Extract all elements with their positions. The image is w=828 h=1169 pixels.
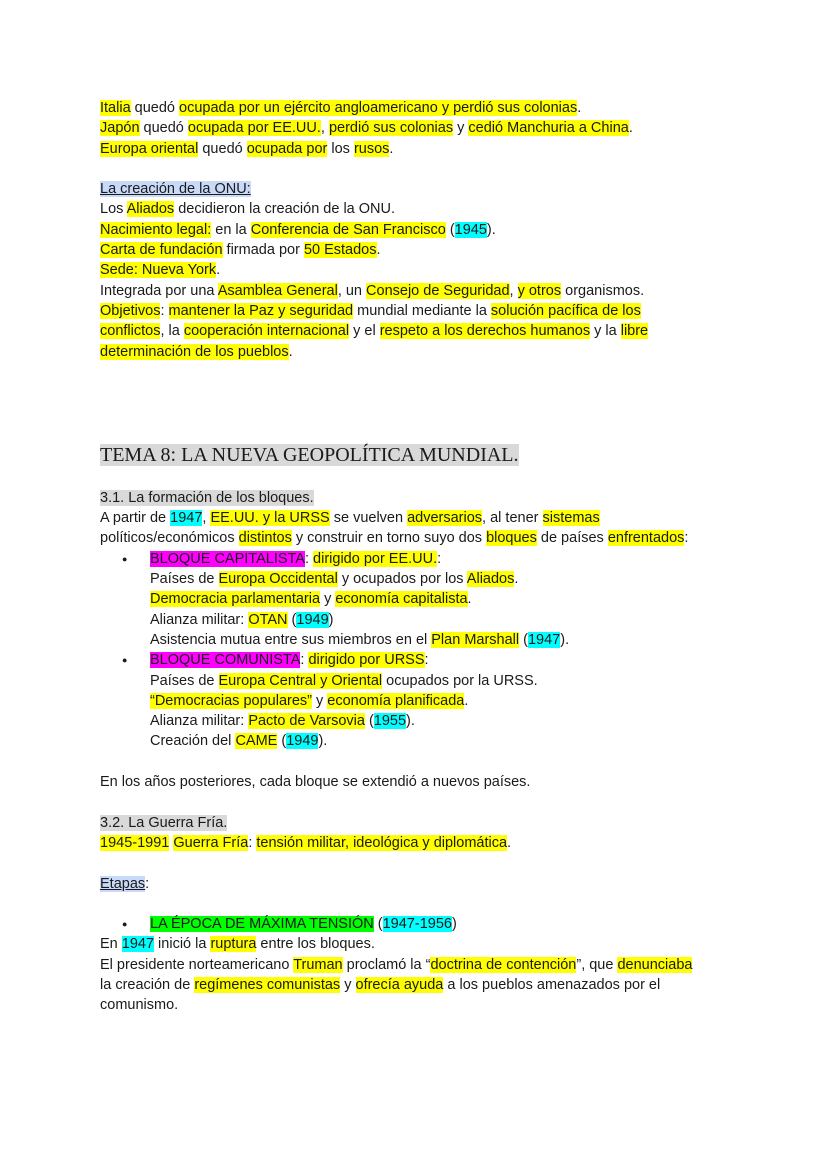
bullet-max-tension: ● LA ÉPOCA DE MÁXIMA TENSIÓN (1947-1956): [100, 914, 740, 934]
page-title: TEMA 8: LA NUEVA GEOPOLÍTICA MUNDIAL.: [100, 443, 519, 466]
text-line: En 1947 inició la ruptura entre los bloques.: [100, 936, 375, 953]
document-page: [100, 98, 740, 1016]
text-line: A partir de 1947, EE.UU. y la URSS se vuelven adversarios, al tener sistemas: [100, 510, 600, 527]
text-line: Italia quedó ocupada por un ejército angloamericano y perdió sus colonias.: [100, 100, 582, 116]
text-line: Objetivos: mantener la Paz y seguridad mundial mediante la solución pacífica de los: [100, 302, 641, 319]
text-line: En los años posteriores, cada bloque se extendió a nuevos países.: [100, 774, 531, 791]
section-heading-3-1: 3.1. La formación de los bloques.: [100, 489, 314, 506]
text-line: políticos/económicos distintos y construir en torno suyo dos bloques de países enfrentados:: [100, 530, 689, 547]
text-line: Carta de fundación firmada por 50 Estados.: [100, 242, 381, 259]
text-line: Alianza militar: Pacto de Varsovia (1955).: [150, 713, 415, 730]
text-line: determinación de los pueblos.: [100, 343, 293, 360]
text-line: Los Aliados decidieron la creación de la ONU.: [100, 201, 396, 218]
etapas-heading: Etapas:: [100, 875, 150, 892]
text-line: Integrada por una Asamblea General, un Consejo de Seguridad, y otros organismos.: [100, 282, 645, 299]
section-heading-3-2: 3.2. La Guerra Fría.: [100, 814, 228, 831]
text-line: Europa oriental quedó ocupada por los rusos.: [100, 140, 394, 157]
text-line: Países de Europa Central y Oriental ocupados por la URSS.: [150, 672, 538, 689]
text-line: comunismo.: [100, 997, 179, 1014]
text-line: “Democracias populares” y economía planificada.: [150, 692, 469, 709]
text-line: Países de Europa Occidental y ocupados por los Aliados.: [150, 571, 519, 588]
bullet-communist-bloc: ● BLOQUE COMUNISTA: dirigido por URSS:: [100, 650, 740, 670]
text-line: Sede: Nueva York.: [100, 262, 221, 279]
section-heading-onu: La creación de la ONU:: [100, 181, 251, 198]
text-line: Asistencia mutua entre sus miembros en el Plan Marshall (1947).: [150, 631, 570, 648]
text-line: la creación de regímenes comunistas y ofrecía ayuda a los pueblos amenazados por el: [100, 976, 661, 993]
text-line: conflictos, la cooperación internacional y el respeto a los derechos humanos y la libre: [100, 323, 649, 340]
text-line: El presidente norteamericano Truman proclamó la “doctrina de contención”, que denunciaba: [100, 956, 693, 973]
bullet-capitalist-bloc: ● BLOQUE CAPITALISTA: dirigido por EE.UU.:: [100, 549, 740, 569]
text-line: Creación del CAME (1949).: [150, 733, 328, 750]
text-line: Japón quedó ocupada por EE.UU., perdió sus colonias y cedió Manchuria a China.: [100, 120, 633, 137]
text-line: Nacimiento legal: en la Conferencia de San Francisco (1945).: [100, 221, 496, 238]
text-line: 1945-1991 Guerra Fría: tensión militar, ideológica y diplomática.: [100, 834, 512, 851]
text-line: Democracia parlamentaria y economía capitalista.: [150, 591, 472, 608]
text-line: Alianza militar: OTAN (1949): [150, 611, 334, 628]
